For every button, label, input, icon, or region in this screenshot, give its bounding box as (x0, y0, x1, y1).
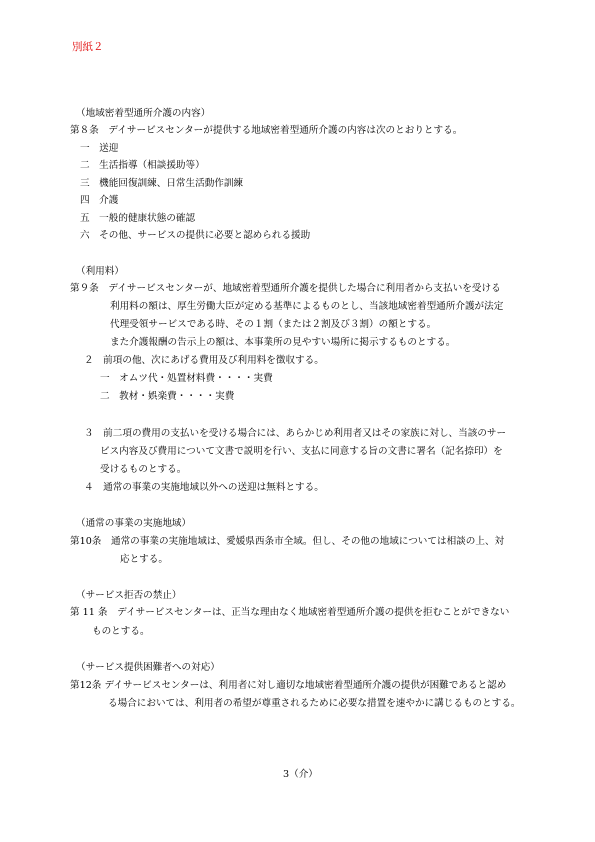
article-9-line-1: 第９条 デイサービスセンターが、地域密着型通所介護を提供した場合に利用者から支払いを受ける (70, 283, 501, 294)
article-9-para-3-line-1: ３ 前二項の費用の支払いを受ける場合には、あらかじめ利用者又はその家族に対し、当該のサー (84, 428, 507, 439)
article-8-item-2: 二 生活指導（相談援助等） (80, 160, 205, 171)
article-9-para-2: ２ 前項の他、次にあげる費用及び利用料を徴収する。 (84, 355, 324, 366)
article-12-line-1: 第12条 デイサービスセンターは、利用者に対し適切な地域密着型通所介護の提供が困難であると認め (70, 680, 507, 691)
attachment-label: 別紙２ (72, 41, 104, 53)
article-8-item-6: 六 その他、サービスの提供に必要と認められる援助 (80, 230, 311, 241)
article-9-para-3-line-2: ビス内容及び費用について文書で説明を行い、支払に同意する旨の文書に署名（記名捺印）を (100, 446, 503, 457)
section-12-heading: （サービス提供困難者への対応） (76, 662, 220, 673)
section-10-heading: （通常の事業の実施地域） (76, 518, 192, 529)
article-10-line-2: 応とする。 (120, 554, 168, 565)
article-9-line-4: また介護報酬の告示上の額は、本事業所の見やすい場所に掲示するものとする。 (110, 337, 456, 348)
article-11-line-2: ものとする。 (92, 626, 150, 637)
article-8-item-1: 一 送迎 (80, 143, 119, 154)
article-11-line-1: 第 11 条 デイサービスセンターは、正当な理由なく地域密着型通所介護の提供を拒むことができない (70, 607, 510, 618)
article-8-item-4: 四 介護 (80, 195, 119, 206)
article-9-line-3: 代理受領サービスである時、その１割（または２割及び３割）の額とする。 (110, 319, 437, 330)
article-8-item-5: 五 一般的健康状態の確認 (80, 213, 196, 224)
section-8-heading: （地域密着型通所介護の内容） (76, 108, 211, 119)
article-9-para-3-line-3: 受けるものとする。 (100, 464, 187, 475)
article-10-line-1: 第10条 通常の事業の実施地域は、愛媛県西条市全域。但し、その他の地域については相談の上、対 (70, 536, 505, 547)
page-number: 3（介） (283, 769, 318, 780)
fee-item-1: 一 オムツ代・処置材料費・・・・実費 (100, 373, 273, 384)
article-8-item-3: 三 機能回復訓練、日常生活動作訓練 (80, 178, 244, 189)
article-8: 第８条 デイサービスセンターが提供する地域密着型通所介護の内容は次のとおりとする。 (70, 125, 463, 136)
section-9-heading: （利用料） (76, 266, 124, 277)
article-9-para-4: ４ 通常の事業の実施地域以外への送迎は無料とする。 (84, 482, 324, 493)
fee-item-2: 二 教材・娯楽費・・・・実費 (100, 391, 235, 402)
article-12-line-2: る場合においては、利用者の希望が尊重されるために必要な措置を速やかに講じるものとする。 (108, 698, 521, 709)
section-11-heading: （サービス拒否の禁止） (76, 590, 182, 601)
article-9-line-2: 利用料の額は、厚生労働大臣が定める基準によるものとし、当該地域密着型通所介護が法定 (110, 301, 504, 312)
